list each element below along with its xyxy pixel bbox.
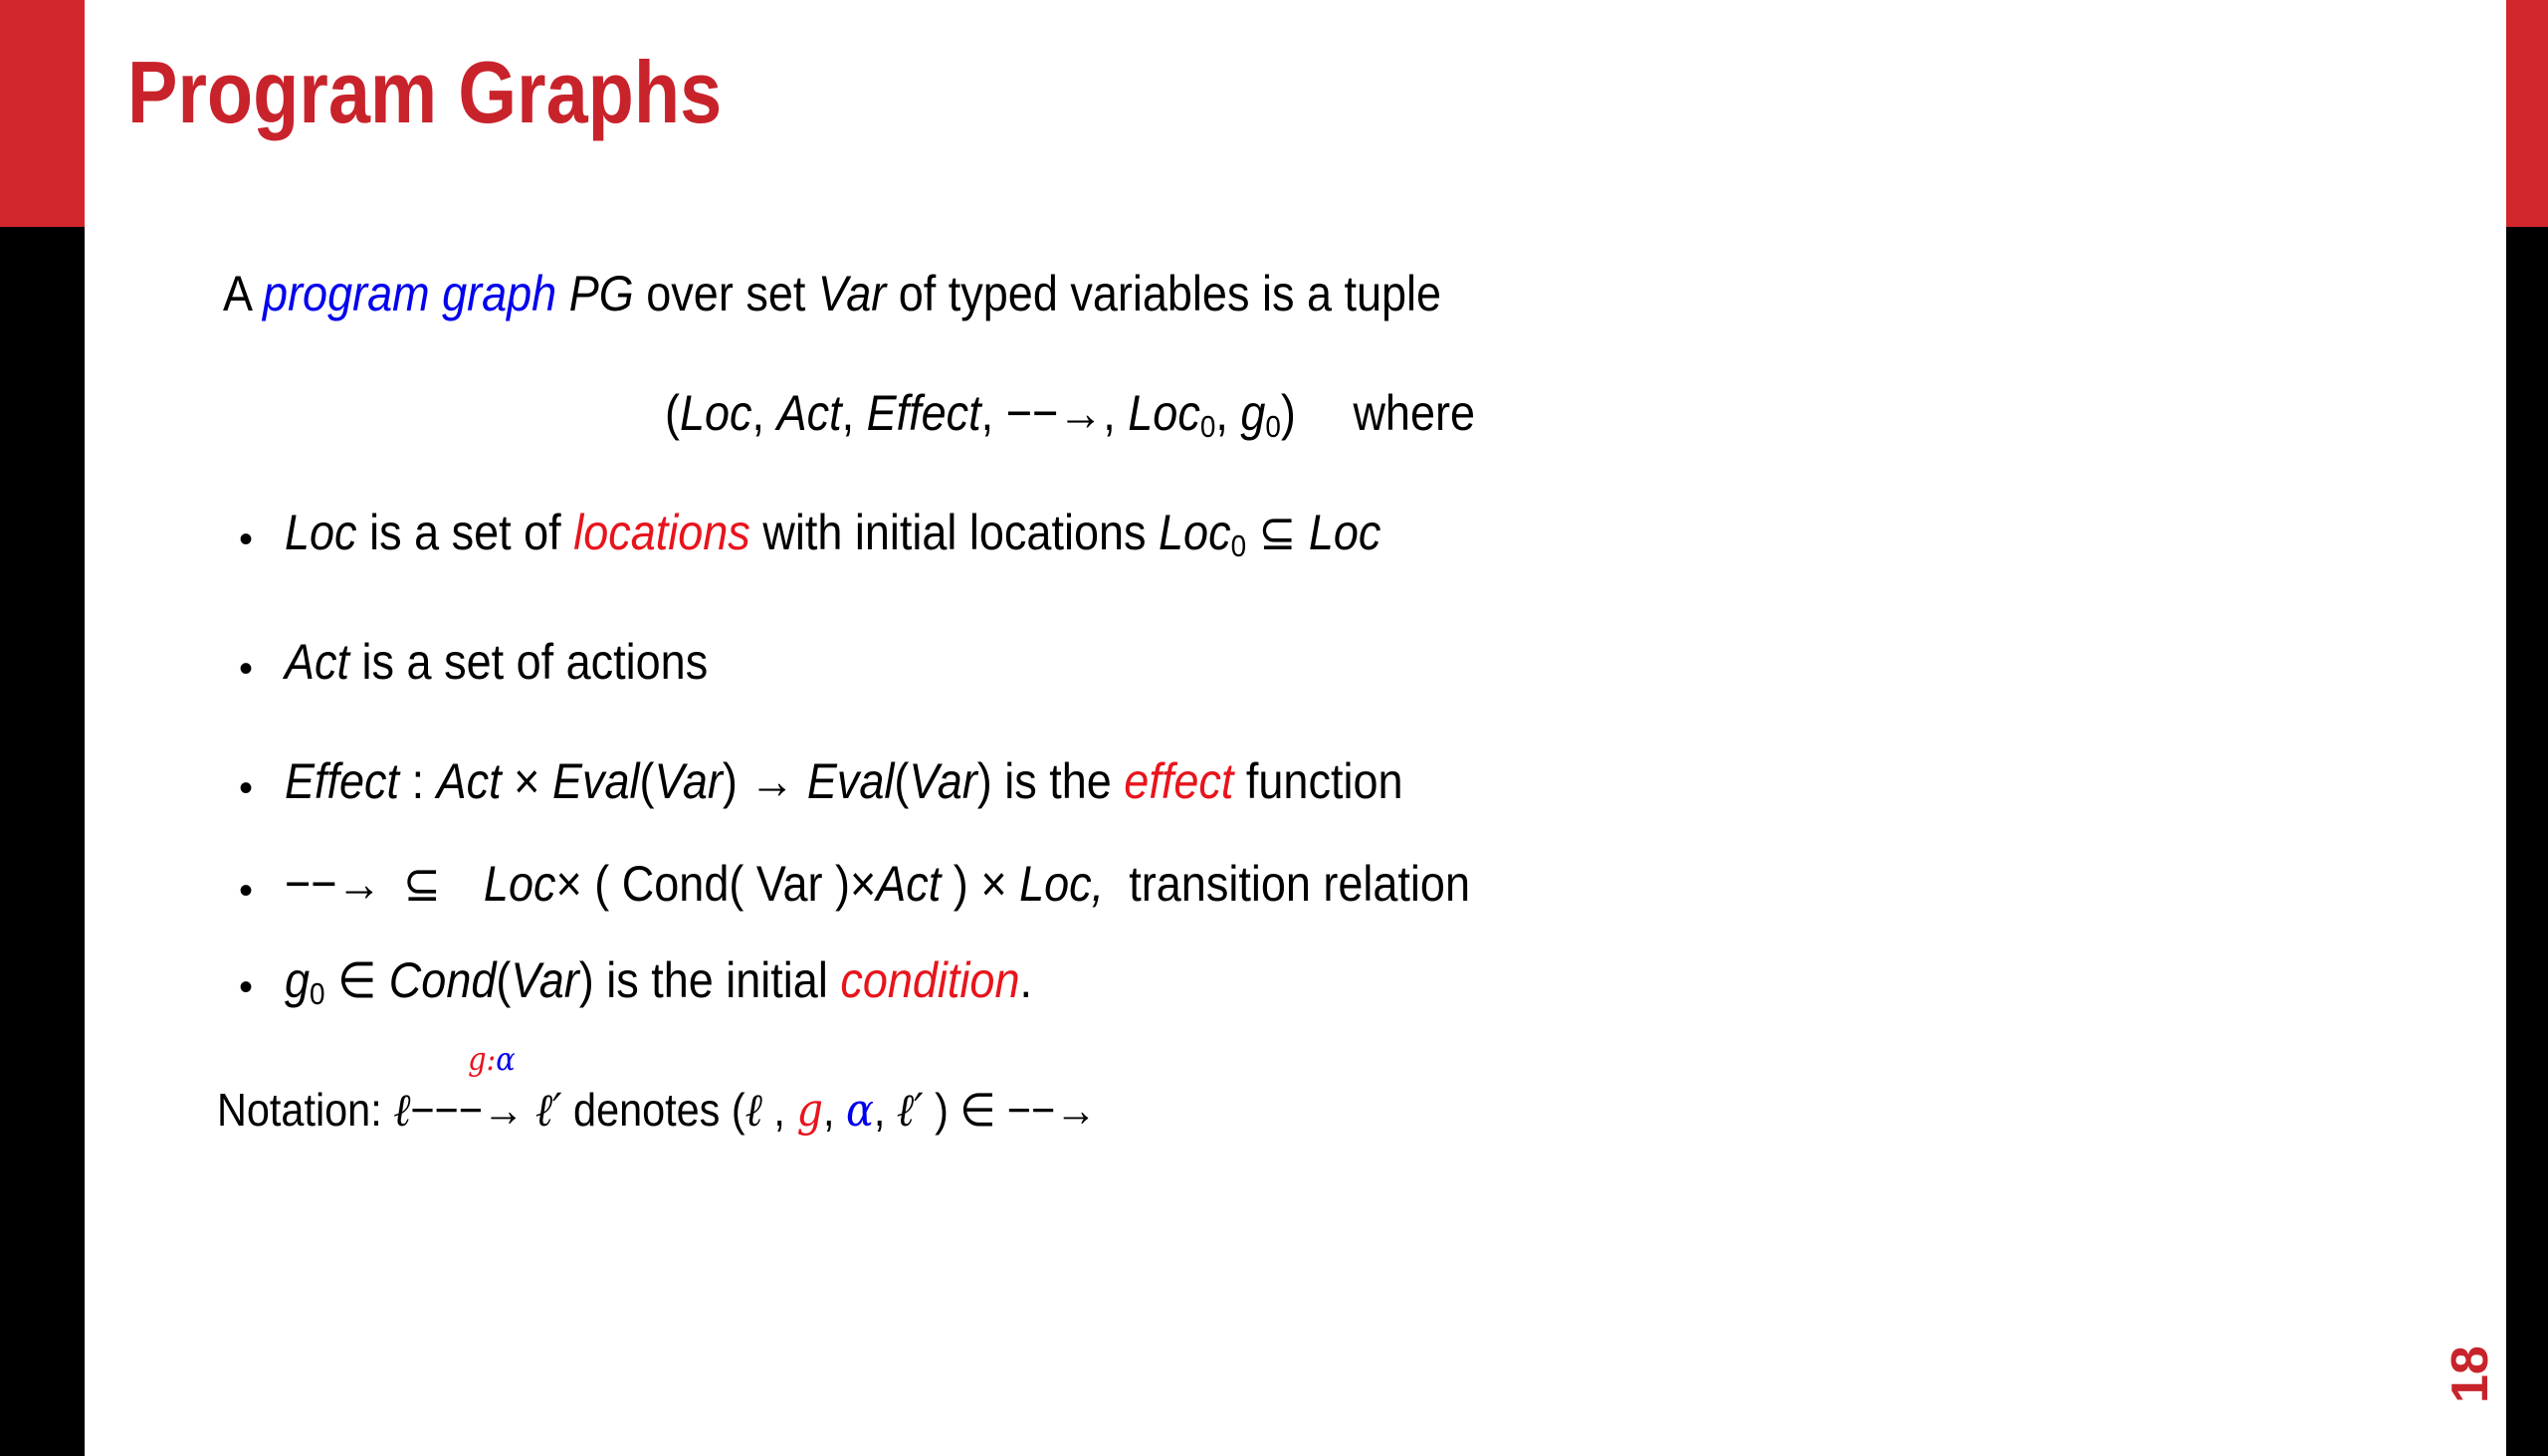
page-number: 18	[2442, 1346, 2499, 1403]
tuple-loc0: Loc	[1128, 385, 1200, 441]
tuple-effect: Effect	[866, 385, 981, 441]
term-program-graph: program graph	[263, 266, 557, 321]
intro-var: Var	[817, 266, 887, 321]
slide-title: Program Graphs	[127, 43, 723, 141]
intro-rest: of typed variables is a tuple	[898, 266, 1442, 321]
left-accent-block	[0, 0, 85, 227]
term-effect: effect	[1124, 753, 1234, 809]
tuple-open: (	[665, 385, 680, 441]
intro-a: A	[223, 266, 251, 321]
bullet-effect: Effect : Act × Eval(Var) → Eval(Var) is the effect function	[285, 753, 1403, 809]
intro-over-set: over set	[646, 266, 806, 321]
labelled-arrow: g:α −−−→	[410, 1040, 525, 1136]
term-condition: condition	[840, 952, 1020, 1008]
intro-pg: PG	[568, 266, 634, 321]
bullet-dot: •	[239, 869, 254, 913]
right-accent-block	[2506, 0, 2548, 227]
bullet-condition: $g_0$ ∈ Cond(Var) is the initial condition.	[285, 952, 1032, 1011]
tuple-loc: Loc	[679, 385, 752, 441]
bullet-transition: −−→ ⊆ Loc× ( Cond( Var )×Act ) × Loc, transition relation	[285, 856, 1470, 912]
tuple-where: where	[1353, 385, 1476, 441]
bullet-locations: Loc is a set of locations with initial locations Loc$_0$ ⊆ Loc	[285, 505, 1381, 563]
bullet-dot: •	[239, 647, 254, 691]
tuple-act: Act	[776, 385, 842, 441]
tuple-close: )	[1280, 385, 1296, 441]
tuple-line: (Loc, Act, Effect, −−→, Loc$_0$, $g_0$) where	[665, 385, 1476, 444]
notation-label: Notation:	[217, 1084, 382, 1136]
intro-line	[223, 266, 1442, 321]
arrow-label: g:α	[468, 1040, 516, 1078]
tuple-arrow: −−→	[1005, 385, 1104, 441]
bullet-dot: •	[239, 766, 254, 810]
term-locations: locations	[573, 505, 750, 560]
tuple-g0: g	[1240, 385, 1266, 441]
bullet-dot: •	[239, 965, 254, 1009]
bullet-actions: Act is a set of actions	[285, 634, 709, 690]
notation-line: Notation: ℓ g:α −−−→ ℓ′ denotes (ℓ , g, α, ℓ′ ) ∈ −−→	[217, 1040, 1097, 1137]
bullet-dot: •	[239, 518, 254, 561]
